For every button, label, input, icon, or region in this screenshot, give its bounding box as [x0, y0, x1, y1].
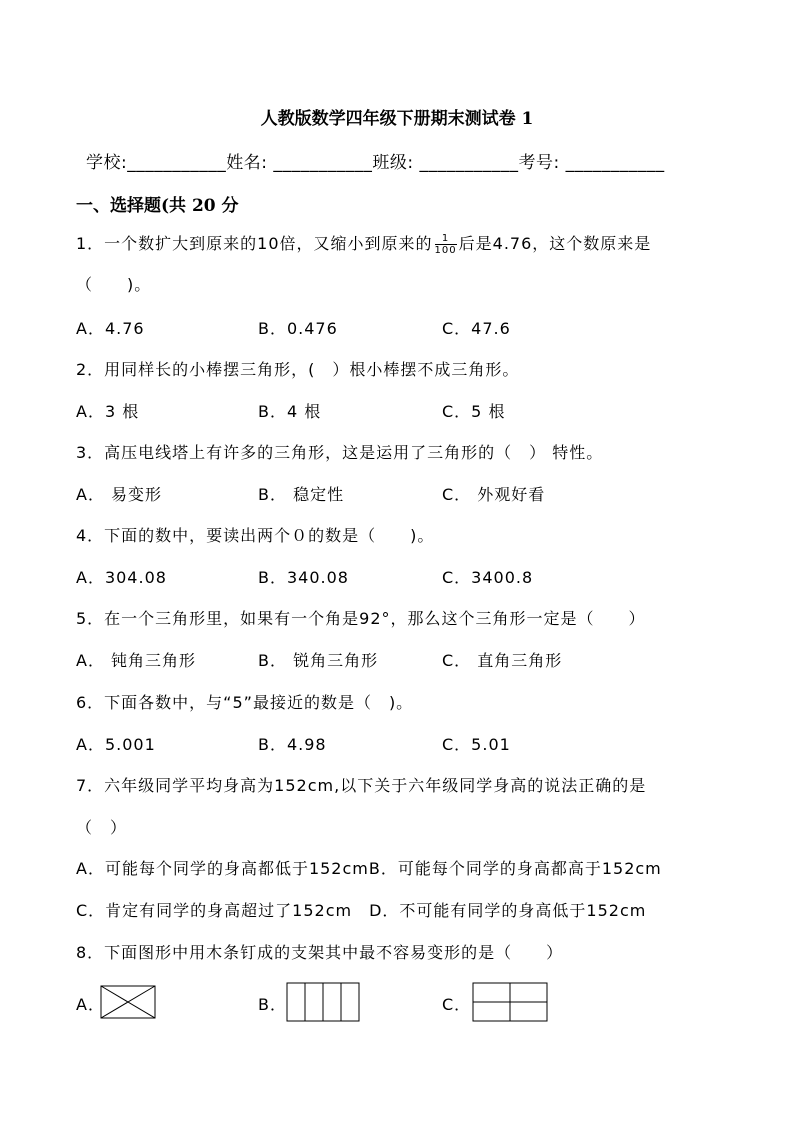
q1-option-b: B．0.476: [258, 319, 338, 338]
q6-option-a: A．5.001: [76, 735, 156, 754]
q4-option-a: A．304.08: [76, 568, 167, 587]
fraction-numerator: 1: [435, 233, 457, 245]
q6-option-c: C．5.01: [442, 735, 511, 754]
question-8: 8．下面图形中用木条钉成的支架其中最不容易变形的是（ ）: [76, 943, 564, 962]
question-6: 6．下面各数中，与“5”最接近的数是（ )。: [76, 693, 414, 712]
question-5: 5．在一个三角形里，如果有一个角是92°，那么这个三角形一定是（ ）: [76, 609, 646, 628]
q5-option-c: C． 直角三角形: [442, 651, 563, 670]
q6-option-b: B．4.98: [258, 735, 327, 754]
question-7-blank: （ ）: [76, 818, 128, 837]
q4-option-c: C．3400.8: [442, 568, 534, 587]
fraction: [435, 233, 457, 256]
section-heading: 一、选择题(共 20 分: [76, 196, 239, 216]
q8-option-a: A．: [76, 995, 105, 1014]
question-4: 4．下面的数中，要读出两个０的数是（ )。: [76, 526, 435, 545]
question-3: 3．高压电线塔上有许多的三角形，这是运用了三角形的（ ） 特性。: [76, 443, 604, 462]
question-1-text-end: 后是4.76，这个数原来是: [458, 234, 652, 253]
q5-option-a: A． 钝角三角形: [76, 651, 197, 670]
question-7: 7．六年级同学平均身高为152cm,以下关于六年级同学身高的说法正确的是: [76, 776, 647, 795]
q8-option-b: B．: [258, 995, 287, 1014]
q5-option-b: B． 锐角三角形: [258, 651, 379, 670]
q7-options-ab: A．可能每个同学的身高都低于152cmB．可能每个同学的身高都高于152cm: [76, 859, 662, 878]
frame-vertical-bars-figure: [286, 982, 360, 1022]
q3-option-c: C． 外观好看: [442, 485, 546, 504]
q2-option-a: A．3 根: [76, 402, 140, 421]
question-1-blank: （ )。: [76, 275, 152, 294]
q2-option-c: C．5 根: [442, 402, 506, 421]
q3-option-a: A． 易变形: [76, 485, 163, 504]
q7-options-cd: C．肯定有同学的身高超过了152cm D．不可能有同学的身高低于152cm: [76, 901, 647, 920]
question-1-text-start: 1．一个数扩大到原来的10倍，又缩小到原来的: [76, 234, 433, 253]
student-info-line: 学校:___________姓名: ___________班级: ___________考号: ___________: [86, 153, 665, 173]
frame-diagonal-figure: [100, 985, 156, 1019]
q1-option-c: C．47.6: [442, 319, 511, 338]
question-1: [76, 231, 651, 256]
q2-option-b: B．4 根: [258, 402, 322, 421]
fraction-denominator: 100: [434, 245, 457, 256]
q1-option-a: A．4.76: [76, 319, 145, 338]
frame-cross-grid-figure: [472, 982, 548, 1022]
q4-option-b: B．340.08: [258, 568, 349, 587]
page-title: 人教版数学四年级下册期末测试卷 1: [260, 109, 534, 129]
q3-option-b: B． 稳定性: [258, 485, 345, 504]
q8-option-c: C．: [442, 995, 472, 1014]
question-2: 2．用同样长的小棒摆三角形，( ）根小棒摆不成三角形。: [76, 360, 520, 379]
